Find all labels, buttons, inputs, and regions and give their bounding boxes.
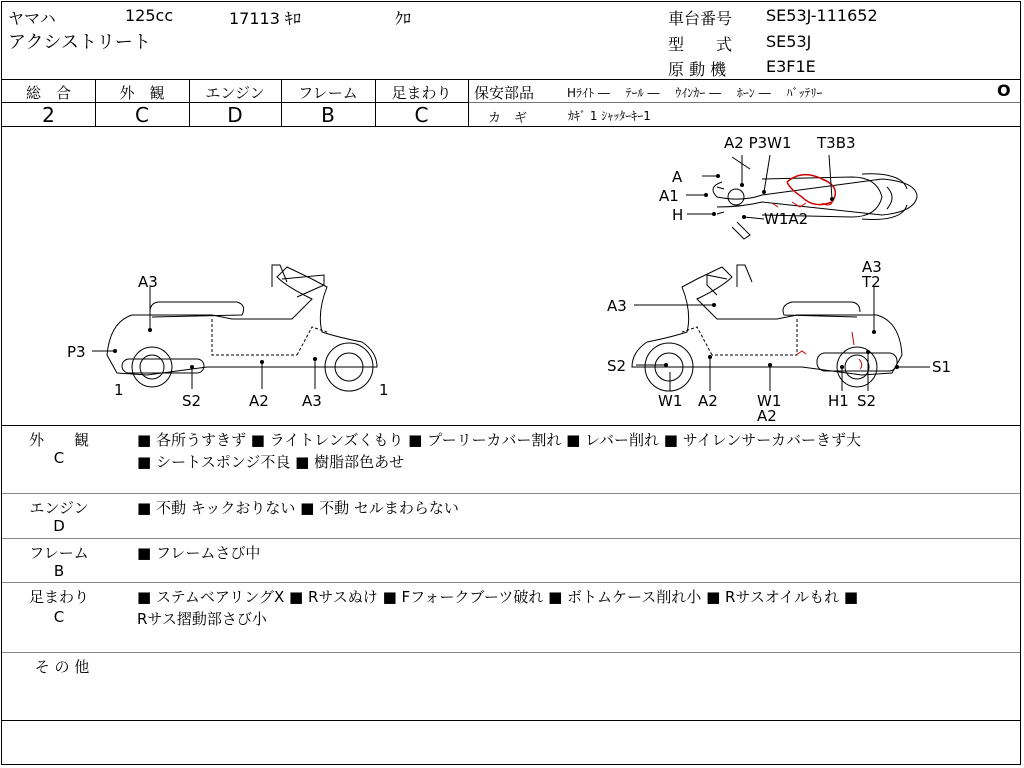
label-top-a: A <box>672 168 683 186</box>
label-left-1a: 1 <box>114 381 124 399</box>
battery-mark: O <box>997 81 1011 100</box>
label-top-a2p3w1: A2 P3W1 <box>724 134 792 152</box>
frame-grade: B <box>321 103 335 127</box>
scooter-top-view <box>713 157 917 239</box>
maker: ヤマハ <box>8 9 56 28</box>
section-engine <box>2 493 1020 538</box>
label-right-s2: S2 <box>607 357 627 375</box>
label-left-1b: 1 <box>379 381 389 399</box>
label-top-h: H <box>672 206 684 224</box>
exterior-grade: C <box>135 103 149 127</box>
label-top-a1: A1 <box>659 187 679 205</box>
engine-model-label: 原 動 機 <box>668 60 727 79</box>
damage-diagram <box>2 127 1020 425</box>
safety-parts-items: Hﾗｲﾄ ― ﾃｰﾙ ― ｳｲﾝｶｰ ― ﾎｰﾝ ― ﾊﾞｯﾃﾘｰ <box>567 86 823 100</box>
engine-model-value: E3F1E <box>766 57 816 76</box>
label-top-t3b3: T3B3 <box>817 134 856 152</box>
label-left-s2: S2 <box>182 392 202 410</box>
displacement: 125cc <box>125 6 174 25</box>
frame-no-value: SE53J-111652 <box>766 6 878 25</box>
section-label: 外 観 <box>28 431 89 449</box>
note-line: ■ ステムベアリングX ■ Rサスぬけ ■ Fフォークブーツ破れ ■ ボトムケース削れ小 ■ Rサスオイルもれ ■ <box>137 588 859 606</box>
mileage: 17113 ｷﾛ <box>229 9 301 28</box>
section-grade: B <box>53 562 65 580</box>
suspension-label: 足まわり <box>391 84 452 102</box>
overall-label: 総 合 <box>25 84 71 102</box>
note-line: ■ フレームさび中 <box>137 544 261 562</box>
frame-no-label: 車台番号 <box>668 9 733 28</box>
label-right-h1: H1 <box>828 392 849 410</box>
section-grade: C <box>53 449 65 467</box>
label-right-a3t: A3 <box>862 258 882 276</box>
type-value: SE53J <box>766 32 812 51</box>
section-label: 足まわり <box>28 588 89 606</box>
suspension-grade: C <box>414 103 429 127</box>
label-right-a3: A3 <box>607 297 627 315</box>
exterior-label: 外 観 <box>119 84 165 102</box>
model-name: アクシストリート <box>8 32 151 53</box>
label-left-a3b: A3 <box>302 392 322 410</box>
note-line: ■ シートスポンジ不良 ■ 樹脂部色あせ <box>137 453 405 471</box>
label-right-w1: W1 <box>658 392 683 410</box>
key-value: ｶｷﾞ 1 ｼｬｯﾀｰｷｰ1 <box>568 109 651 123</box>
divider <box>2 79 1020 80</box>
label-right-s2b: S2 <box>857 392 877 410</box>
label-right-t2: T2 <box>862 273 881 291</box>
section-suspension <box>2 582 1020 652</box>
label-right-a2b: A2 <box>757 407 777 425</box>
label-right-a2: A2 <box>698 392 718 410</box>
section-grade: C <box>53 608 65 626</box>
label-left-a2: A2 <box>249 392 269 410</box>
divider <box>468 102 1020 103</box>
engine-grade: D <box>227 103 243 127</box>
section-label: エンジン <box>29 499 89 517</box>
overall-grade: 2 <box>42 103 55 127</box>
section-frame <box>2 538 1020 582</box>
label-left-p3: P3 <box>67 343 86 361</box>
note-line: ■ 不動 キックおりない ■ 不動 セルまわらない <box>137 499 459 517</box>
divider <box>468 79 469 126</box>
frame-label: フレーム <box>298 84 358 102</box>
label-left-a3: A3 <box>138 273 158 291</box>
section-label: フレーム <box>29 544 89 562</box>
label-right-s1: S1 <box>932 358 952 376</box>
engine-label: エンジン <box>205 84 265 102</box>
section-label: そ の 他 <box>34 658 90 676</box>
type-label: 型 式 <box>668 35 733 54</box>
color: ｸﾛ <box>395 9 412 28</box>
safety-parts-label: 保安部品 <box>474 84 535 102</box>
note-line: Rサス摺動部さび小 <box>137 610 267 628</box>
label-right-w1b: W1 <box>757 392 782 410</box>
note-line: ■ 各所うすきず ■ ライトレンズくもり ■ プーリーカバー割れ ■ レバー削れ ■ サイレンサーカバーきず大 <box>137 431 861 449</box>
inspection-sheet <box>1 1 1021 765</box>
section-exterior <box>2 425 1020 493</box>
section-other <box>2 652 1020 720</box>
label-top-w1a2: W1A2 <box>764 210 809 228</box>
key-label: カ ギ <box>488 111 528 126</box>
divider <box>2 720 1020 721</box>
section-grade: D <box>53 517 65 535</box>
